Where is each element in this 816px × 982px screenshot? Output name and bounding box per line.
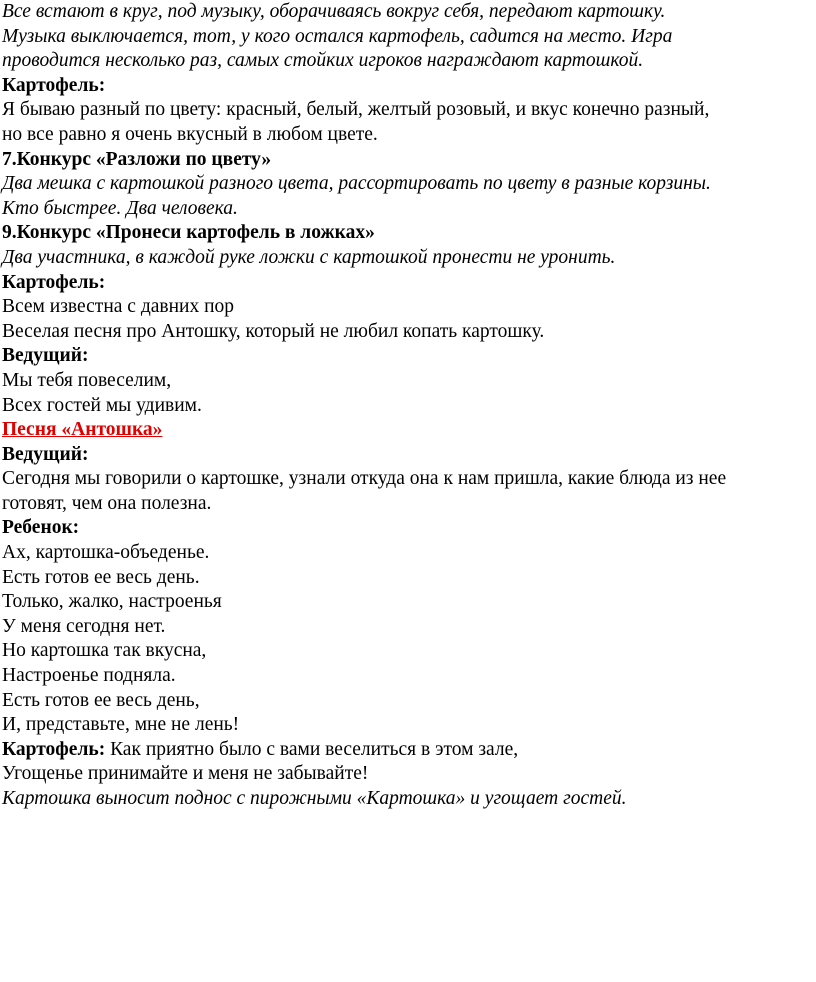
speaker-label: Ведущий: <box>2 443 89 465</box>
poem-line: Есть готов ее весь день, <box>2 689 200 711</box>
verse-line: Веселая песня про Антошку, который не любил копать картошку. <box>2 320 545 342</box>
instruction-text: Кто быстрее. Два человека. <box>2 197 238 219</box>
speaker-label: Ведущий: <box>2 345 89 367</box>
speaker-label: Ребенок: <box>2 517 80 539</box>
instruction-text: Все встают в круг, под музыку, оборачиваясь вокруг себя, передают картошку. <box>2 1 666 22</box>
verse-line: Я бываю разный по цвету: красный, белый, желтый розовый, и вкус конечно разный, <box>2 99 710 121</box>
verse-line: Мы тебя повеселим, <box>2 369 172 391</box>
closing-verse: Как приятно было с вами веселиться в этом зале, <box>105 738 519 760</box>
poem-line: Есть готов ее весь день. <box>2 566 200 588</box>
poem-line: Настроенье подняла. <box>2 665 176 687</box>
verse-line: Всех гостей мы удивим. <box>2 394 202 416</box>
speaker-label: Картофель: <box>2 738 106 760</box>
contest-heading: 9.Конкурс «Пронеси картофель в ложках» <box>2 222 375 244</box>
instruction-text: Два участника, в каждой руке ложки с картошкой пронести не уронить. <box>2 246 616 268</box>
speaker-label: Картофель: <box>2 271 106 293</box>
verse-line: готовят, чем она полезна. <box>2 492 212 514</box>
instruction-text: Два мешка с картошкой разного цвета, рассортировать по цвету в разные корзины. <box>2 173 711 195</box>
final-instruction: Картошка выносит поднос с пирожными «Картошка» и угощает гостей. <box>2 788 627 809</box>
poem-line: У меня сегодня нет. <box>2 615 166 637</box>
contest-heading: 7.Конкурс «Разложи по цвету» <box>2 148 272 170</box>
poem-line: Только, жалко, настроенья <box>2 591 222 613</box>
speaker-label: Картофель: <box>2 74 106 96</box>
verse-line: Угощенье принимайте и меня не забывайте! <box>2 763 369 785</box>
instruction-text: проводится несколько раз, самых стойких игроков награждают картошкой. <box>2 50 644 72</box>
poem-line: И, представьте, мне не лень! <box>2 714 240 736</box>
poem-line: Ах, картошка-объеденье. <box>2 542 210 564</box>
song-title: Песня «Антошка» <box>2 419 163 441</box>
instruction-text: Музыка выключается, тот, у кого остался картофель, садится на место. Игра <box>2 25 673 47</box>
verse-line: но все равно я очень вкусный в любом цвете. <box>2 123 378 145</box>
verse-line: Сегодня мы говорили о картошке, узнали откуда она к нам пришла, какие блюда из нее <box>2 468 727 490</box>
poem-line: Но картошка так вкусна, <box>2 640 207 662</box>
document-page <box>2 0 816 812</box>
song-title-line <box>2 418 816 443</box>
closing-line <box>2 738 816 763</box>
verse-line: Всем известна с давних пор <box>2 296 235 318</box>
